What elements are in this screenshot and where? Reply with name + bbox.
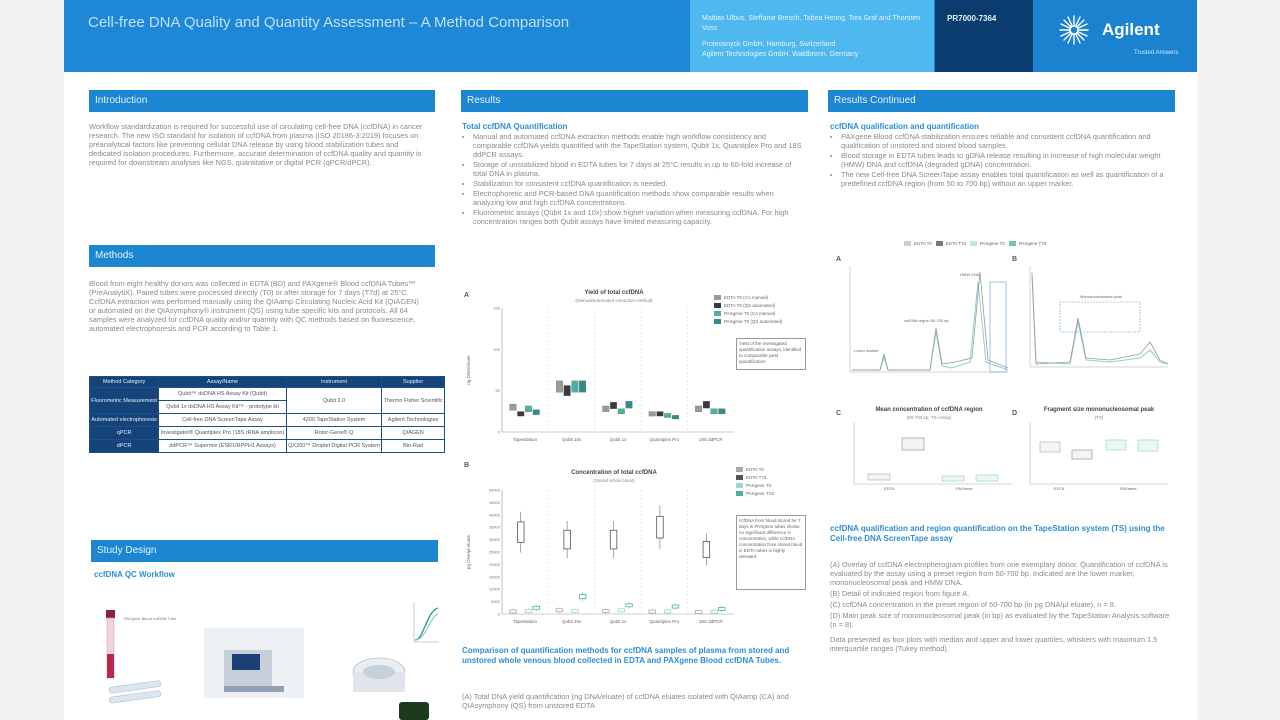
list-item: • Stabilization for consistent ccfDNA quantification is needed. xyxy=(473,179,804,188)
legend-label: EDTA T0 xyxy=(914,241,932,246)
panel-letter: B xyxy=(1012,256,1018,263)
chart-subtitle: (TS) xyxy=(1094,415,1104,420)
list-item: • The new Cell-free DNA ScreenTape assay enables total quantification as well as quantification of a predefined ccfDNA region (from 50 to 700 bp) without an upper marker. xyxy=(841,170,1175,188)
electropherogram-a xyxy=(840,262,1010,382)
poster-header xyxy=(64,0,1197,72)
results-heading: Results xyxy=(461,90,808,112)
table-cell: Qubit 2.0 xyxy=(286,388,381,414)
results-continued-subheading: ccfDNA qualification and quantification xyxy=(830,122,980,131)
legend-label: EDTA T7d xyxy=(945,241,966,246)
chart-a-note: Yield of the investigated quantification assays, identified to comparable yield quantification xyxy=(736,338,806,370)
list-item: (D) Main peak size of mononucleosomal peak (in bp) as evaluated by the TapeStation Analysis software (n = 8). xyxy=(830,611,1170,629)
amplification-curve-icon xyxy=(414,602,439,642)
chart-b xyxy=(462,482,742,632)
box-plot xyxy=(610,530,617,549)
table-header: Method Category xyxy=(90,377,159,388)
affiliation: Agilent Technologies GmbH, Waldbronn, Germany xyxy=(702,51,859,58)
list-item: • Fluorometric assays (Qubit 1x and 10x) show higher variation when measuring ccfDNA. For high concentration ranges both Qubit assays have limited measuring capacity. xyxy=(473,208,804,226)
author-block xyxy=(690,0,934,72)
legend-swatch xyxy=(736,483,743,488)
methods-heading: Methods xyxy=(89,245,435,267)
chart-a-legend xyxy=(714,294,804,326)
legend-item xyxy=(714,302,804,310)
introduction-heading: Introduction xyxy=(89,90,435,112)
legend-item xyxy=(736,474,806,482)
box-plot xyxy=(1040,442,1060,452)
annotation: HMW DNA xyxy=(960,272,980,277)
box-plot xyxy=(556,609,563,612)
introduction-text: Workflow standardization is required for successful use of circulating cell-free DNA (ccfDNA) in cancer research. The new ISO standard for isolation of ccfDNA from plasma (ISO 20186-3:2019) focuses on preanalytical factors like preventing cellular DNA release by using blood stabilization tubes and dedicated isolation procedures. Furthermore, accurate determination of ccfDNA quality and quantity is required for downstream analyses like NGS, quantitative or digital PCR (qPCR/dPCR). xyxy=(89,122,423,167)
legend-item xyxy=(714,310,804,318)
y-axis-label: ng DNA/eluate xyxy=(466,355,471,385)
box-plot xyxy=(942,476,964,481)
chart-title: Fragment size mononucleosomal peak xyxy=(1043,407,1155,413)
results-bullets xyxy=(462,132,804,227)
agilent-logo xyxy=(1034,0,1197,72)
list-item: • PAXgene Blood ccfDNA stabilization ensures reliable and consistent ccfDNA quantification and qualification of unstored and stored blood samples. xyxy=(841,132,1175,150)
legend-swatch xyxy=(714,295,721,300)
table-row xyxy=(90,414,445,427)
study-design-subheading: ccfDNA QC Workflow xyxy=(94,570,175,579)
table-row xyxy=(90,440,445,453)
box-plot xyxy=(626,604,633,607)
legend-label: EDTA T0 (CA manual) xyxy=(724,295,769,300)
y-tick-label: 5000 xyxy=(491,599,500,605)
centrifuge-icon xyxy=(353,658,405,692)
y-tick-label: 100 xyxy=(493,346,500,352)
panel-letter: D xyxy=(1012,410,1018,417)
table-header: Supplier xyxy=(382,377,445,388)
affiliations xyxy=(702,40,924,60)
y-tick-label: 45000 xyxy=(488,499,500,505)
poster-title: Cell-free DNA Quality and Quantity Assessment – A Method Comparison xyxy=(88,14,570,31)
results-subheading: Total ccfDNA Quantification xyxy=(462,122,568,131)
y-tick-label: 40000 xyxy=(488,512,500,518)
table-header: Assay/Name xyxy=(159,377,287,388)
box-plot xyxy=(976,475,998,481)
y-tick-label: 30000 xyxy=(488,537,500,543)
chart-subtitle: (50-700 bp, TS Assay) xyxy=(906,415,952,420)
table-cell: QX200™ Droplet Digital PCR System xyxy=(286,440,381,453)
x-tick-label: PAXgene xyxy=(956,486,973,490)
workflow-illustration xyxy=(94,592,439,720)
results-figure-note: (A) Total DNA yield quantification (ng DNA/eluate) of ccfDNA eluates isolated with QIAamp (CA) and QIAsymphony (QS) from unstored EDTA xyxy=(462,692,789,710)
legend-swatch xyxy=(714,303,721,308)
legend-label: EDTA T0 (QS automated) xyxy=(724,303,776,308)
tube-label: PAXgene Blood ccfDNA Tube xyxy=(124,616,177,621)
legend-item xyxy=(736,490,806,498)
x-tick-label: Qubit 10x xyxy=(561,437,582,442)
box-plot xyxy=(672,415,679,419)
trace-paxgene xyxy=(1032,272,1168,364)
table-cell-category: Fluorometric Measurement xyxy=(90,388,159,414)
panel-letter: A xyxy=(464,292,470,299)
table-header-row xyxy=(90,377,445,388)
x-tick-label: EDTA xyxy=(1054,486,1065,490)
x-tick-label: TapeStation xyxy=(513,619,538,624)
summary-text: Data presented as box plots with median and upper and lower quartiles, whiskers with maximum 1.5 interquartile ranges (Tukey method). xyxy=(830,635,1158,653)
list-item: • Blood storage in EDTA tubes leads to gDNA release resulting in increase of high molecular weight (HMW) DNA and ccfDNA (degraded gDNA) concentration. xyxy=(841,151,1175,169)
legend-item xyxy=(714,318,804,326)
x-tick-label: Qubit 1x xyxy=(609,437,627,442)
box-plot xyxy=(556,381,563,392)
x-tick-label: 18S ddPCR xyxy=(698,437,723,442)
affiliation: Proteosnyck GmbH, Hamburg, Switzerland xyxy=(702,41,836,48)
panel-letter: C xyxy=(836,410,842,417)
table-cell: Qubit 1x dsDNA HS Assay Kit™ - prototype kit xyxy=(159,401,287,414)
chart-subtitle: (Stored whole blood) xyxy=(593,478,635,483)
box-plot xyxy=(657,412,664,417)
region-box xyxy=(1060,302,1140,332)
box-plot xyxy=(564,386,571,396)
annotation: Mononucleosomal peak xyxy=(1080,294,1123,299)
chart-b-legend xyxy=(736,466,806,498)
legend-item xyxy=(714,294,804,302)
chart-b-note: ccfDNA from blood stored for 7 days in PAXgene tubes shows no significant difference in concentration, while ccfDNA concentration from stored blood in EDTA tubes is highly elevated. xyxy=(736,515,806,590)
x-tick-label: Qubit 1x xyxy=(609,619,627,624)
results-continued-heading: Results Continued xyxy=(828,90,1175,112)
legend-item xyxy=(736,466,806,474)
table-cell: Agilent Technologies xyxy=(382,414,445,427)
legend-label: PAXgene T0 (QS automated) xyxy=(724,319,783,324)
electropherogram-b xyxy=(1020,262,1170,382)
x-tick-label: PAXgene xyxy=(1120,486,1137,490)
kit-box-icon xyxy=(399,702,429,720)
authors: Mattias Ulbus, Steffanie Bresch, Tabea Hering, Toni Graf and Thorsten Voss xyxy=(702,15,921,32)
legend-swatch xyxy=(936,241,943,246)
tapestation-instrument-icon xyxy=(204,628,304,698)
results-figure-caption: Comparison of quantification methods for ccfDNA samples of plasma from stored and unstored whole venous blood collected in EDTA and PAXgene Blood ccfDNA Tubes. xyxy=(462,646,790,665)
legend-label: EDTA T0 xyxy=(746,467,764,472)
list-item: (A) Overlay of ccfDNA electropherogram profiles from one exemplary donor. Quantification of ccfDNA is evaluated by the assay using a preset region from 50-700 bp. Indicated are the lower marker, mononucleosomal peak and HMW DNA. xyxy=(830,560,1168,587)
table-cell: Cell-free DNA ScreenTape Assay xyxy=(159,414,287,427)
poster xyxy=(64,0,1197,720)
y-axis-label: pg DNA/µl eluate xyxy=(466,534,471,570)
box-plot xyxy=(572,610,579,613)
box-plot xyxy=(533,606,540,609)
chart-title: Yield of total ccfDNA xyxy=(584,290,644,296)
legend-label: EDTA T7d xyxy=(746,475,767,480)
box-plot xyxy=(603,610,610,613)
box-plot xyxy=(564,530,571,549)
table-cell: ddPCR™ Supermix (ESR1/RPPH1 Assays) xyxy=(159,440,287,453)
ts-items xyxy=(830,560,1175,653)
table-cell: Rotor-Gene® Q xyxy=(286,427,381,440)
y-tick-label: 20000 xyxy=(488,561,500,567)
table-cell: 4200 TapeStation System xyxy=(286,414,381,427)
trace-edta xyxy=(1032,276,1168,364)
annotation: ccfDNA region 50-700 bp xyxy=(904,318,949,323)
y-tick-label: 35000 xyxy=(488,524,500,530)
table-header: Instrument xyxy=(286,377,381,388)
poster-code: PR7000-7364 xyxy=(935,0,1033,72)
box-plot xyxy=(579,381,586,392)
panel-letter: B xyxy=(464,462,470,469)
legend-label: PAXgene T0 xyxy=(979,241,1005,246)
box-plot xyxy=(618,409,625,414)
legend-swatch xyxy=(736,467,743,472)
box-plot xyxy=(1138,440,1158,451)
list-item: • Electrophoretic and PCR-based DNA quantification methods show comparable results when analyzing low and high ccfDNA concentrations. xyxy=(473,189,804,207)
box-plot xyxy=(579,594,586,598)
box-plot xyxy=(510,404,517,410)
brand-tagline: Trusted Answers xyxy=(1134,50,1179,56)
y-tick-label: 50000 xyxy=(488,487,500,493)
legend-label: PAXgene T0 (CA manual) xyxy=(724,311,776,316)
table-cell: QIAGEN xyxy=(382,427,445,440)
table-cell: Bio-Rad xyxy=(382,440,445,453)
y-tick-label: 10000 xyxy=(488,586,500,592)
list-item: (C) ccfDNA concentration in the preset region of 50-700 bp (in pg DNA/µl eluate), n = 8. xyxy=(830,600,1116,609)
legend-label: PAXgene T7d xyxy=(746,491,774,496)
x-tick-label: TapeStation xyxy=(513,437,538,442)
box-plot xyxy=(664,413,671,417)
y-tick-label: 0 xyxy=(497,611,500,617)
x-tick-label: Quantiplex Pro xyxy=(649,437,680,442)
box-plot xyxy=(525,610,532,613)
y-tick-label: 50 xyxy=(495,388,500,394)
legend-swatch xyxy=(970,241,977,246)
box-plot xyxy=(517,412,524,417)
box-plot xyxy=(1106,440,1126,450)
box-plot xyxy=(695,406,702,412)
annotation: Lower marker xyxy=(854,348,879,353)
ts-heading: ccfDNA qualification and region quantification on the TapeStation system (TS) using the Cell-free DNA ScreenTape assay xyxy=(830,524,1165,543)
chart-title: Concentration of total ccfDNA xyxy=(571,470,657,476)
list-item: (B) Detail of indicated region from figure A. xyxy=(830,589,970,598)
box-plot xyxy=(649,412,656,417)
box-plot xyxy=(533,410,540,415)
box-plot xyxy=(902,438,924,450)
box-plot xyxy=(719,409,726,414)
table-cell: Qubit™ dsDNA HS Assay Kit (Qubit) xyxy=(159,388,287,401)
box-plot xyxy=(695,611,702,614)
x-tick-label: Quantiplex Pro xyxy=(649,619,680,624)
y-tick-label: 25000 xyxy=(488,549,500,555)
box-plot xyxy=(703,401,710,408)
table-cell-category: dPCR xyxy=(90,440,159,453)
y-tick-label: 150 xyxy=(493,305,500,311)
panel-letter: A xyxy=(836,256,842,263)
methods-text: Blood from eight healthy donors was collected in EDTA (BD) and PAXgene® Blood ccfDNA Tubes™ (PreAnalytiX). Paired tubes were processed directly (T0) or after storage for 7 days (T7d) at 25°C. CcfDNA extraction was performed manually using the QIAamp Circulating Nucleic Acid Kit (QIAGEN) or automated on the QIAsymphony® instrument (QS) using tube specific kits and protocols. All 64 samples were analyzed for ccfDNA quality and/or quantity with QC methods based on fluorescence, automated electrophoresis and PCR according to Table 1. xyxy=(89,279,419,333)
blood-tube-icon xyxy=(109,680,161,703)
legend-label: PAXgene T7d xyxy=(1018,241,1047,246)
x-tick-label: EDTA xyxy=(884,486,895,490)
legend-item xyxy=(736,482,806,490)
box-plot xyxy=(868,474,890,480)
chart-title: Mean concentration of ccfDNA region xyxy=(875,407,983,413)
chart-a xyxy=(462,300,742,450)
study-design-heading: Study Design xyxy=(91,540,438,562)
box-plot xyxy=(719,608,726,611)
legend-swatch xyxy=(904,241,911,246)
box-plot xyxy=(649,610,656,613)
box-plot xyxy=(664,610,671,613)
panel-d-boxplot xyxy=(1020,420,1170,490)
box-plot xyxy=(610,402,617,409)
list-item: • Storage of unstabilized blood in EDTA tubes for 7 days at 25°C results in up to 60-fold increase of total DNA in plasma. xyxy=(473,160,804,178)
legend-swatch xyxy=(736,491,743,496)
box-plot xyxy=(525,406,532,412)
x-tick-label: Qubit 10x xyxy=(561,619,582,624)
spark-icon xyxy=(1058,14,1090,46)
list-item: • Manual and automated ccfDNA extraction methods enable high workflow consistency and comparable ccfDNA yields quantified with the TapeStation system, Qubit 1x, Quantiplex Pro and 18S ddPCR assays. xyxy=(473,132,804,159)
box-plot xyxy=(711,610,718,613)
box-plot xyxy=(618,609,625,612)
detail-region-box xyxy=(990,282,1006,372)
box-plot xyxy=(572,381,579,392)
panel-c-boxplot xyxy=(844,420,1014,490)
x-tick-label: 18S ddPCR xyxy=(698,619,723,624)
table-row xyxy=(90,427,445,440)
table-cell: Investigator® Quantiplex Pro (18S rRNA amplicon) xyxy=(159,427,287,440)
y-tick-label: 15000 xyxy=(488,574,500,580)
box-plot xyxy=(517,522,524,542)
results-continued-bullets xyxy=(830,132,1175,189)
box-plot xyxy=(711,409,718,414)
blood-tube-icon xyxy=(106,610,115,678)
chart-subtitle: (Manual/automated extraction method) xyxy=(575,298,653,303)
table-cell-category: qPCR xyxy=(90,427,159,440)
brand-name: Agilent xyxy=(1102,20,1160,39)
box-plot xyxy=(1072,450,1092,459)
table-cell: Thermo Fisher Scientific xyxy=(382,388,445,414)
table-row xyxy=(90,388,445,401)
box-plot xyxy=(510,610,517,613)
legend-swatch xyxy=(714,319,721,324)
table-cell-category: Automated electrophoresis xyxy=(90,414,159,427)
y-tick-label: 0 xyxy=(497,429,500,435)
legend-label: PAXgene T0 xyxy=(746,483,772,488)
legend-swatch xyxy=(714,311,721,316)
box-plot xyxy=(626,401,633,408)
legend-swatch xyxy=(736,475,743,480)
box-plot xyxy=(703,541,710,557)
legend-swatch xyxy=(1009,241,1016,246)
methods-table xyxy=(89,376,445,453)
box-plot xyxy=(603,406,610,412)
electropherogram-legend xyxy=(904,240,1154,248)
box-plot xyxy=(657,516,664,538)
box-plot xyxy=(672,605,679,608)
